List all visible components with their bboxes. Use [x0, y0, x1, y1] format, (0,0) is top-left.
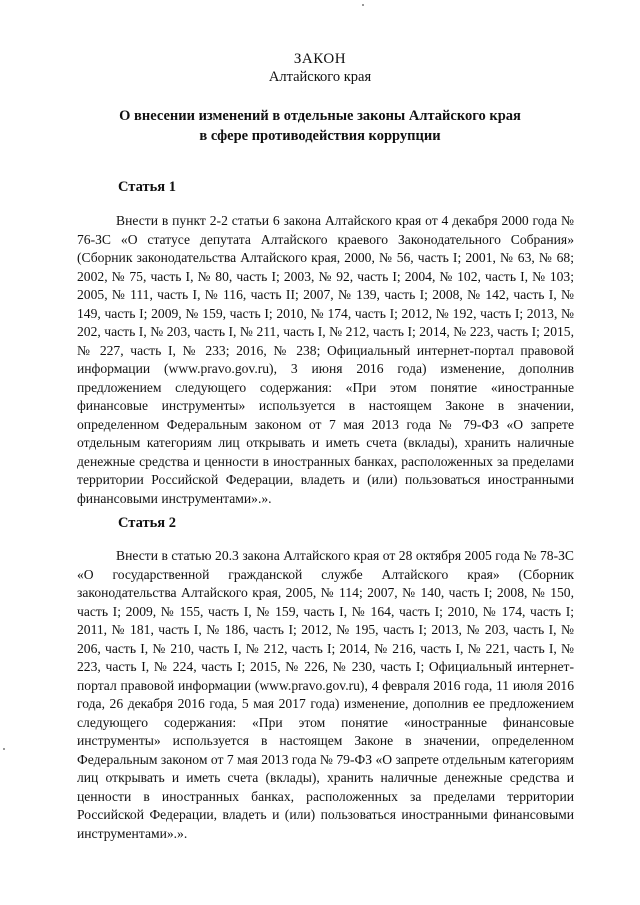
scan-speck [3, 748, 5, 750]
scan-speck [362, 4, 364, 6]
law-type: ЗАКОН [293, 51, 347, 67]
article-2-heading: Статья 2 [118, 515, 176, 531]
article-2-text: Внести в статью 20.3 закона Алтайского края от 28 октября 2005 года № 78-ЗС «О государственной гражданской службе Алтайского края» (Сборник законодательства Алтайского края, 2005, № 114; 2007, № 140, часть I; 2008, № 150, часть I; 2009, № 155, часть I, № 159, часть I, № 164, часть I; 2010, № 174, часть I; 2011, № 181, часть I, № 186, часть I; 2012, № 195, часть I; 2013, № 203, часть I, № 206, часть I, № 210, часть I, № 212, часть I; 2014, № 216, часть I, № 221, часть I, № 223, часть I, № 224, часть I; 2015, № 226, № 230, часть I; Официальный интернет-портал правовой информации (www.pravo.gov.ru), 4 февраля 2016 года, 11 июля 2016 года, 26 декабря 2016 года, 5 мая 2017 года) изменение, дополнив ее предложением следующего содержания: «При этом понятие «иностранные финансовые инструменты» используется в настоящем Законе в значении, определенном Федеральным законом от 7 мая 2013 года № 79-ФЗ «О запрете отдельным категориям лиц открывать и иметь счета (вклады), хранить наличные денежные средства и ценности в иностранных банках, расположенных за пределами территории Российской Федерации, владеть и (или) пользоваться иностранными финансовыми инструментами».». [77, 548, 574, 841]
law-title [0, 106, 640, 146]
law-title-line-1: О внесении изменений в отдельные законы Алтайского края [119, 108, 521, 124]
law-title-line-2: в сфере противодействия коррупции [199, 128, 441, 144]
law-region: Алтайского края [268, 69, 372, 85]
article-1-heading: Статья 1 [118, 179, 176, 195]
article-1-text: Внести в пункт 2-2 статьи 6 закона Алтайского края от 4 декабря 2000 года № 76-ЗС «О статусе депутата Алтайского краевого Законодательного Собрания» (Сборник законодательства Алтайского края, 2000, № 56, часть I; 2001, № 63, № 68; 2002, № 75, часть I, № 80, часть I; 2003, № 92, часть I; 2004, № 102, часть I, № 103; 2005, № 111, часть I, № 116, часть II; 2007, № 139, часть I; 2008, № 142, часть I, № 149, часть I; 2009, № 159, часть I; 2010, № 174, часть I; 2012, № 192, часть I; 2013, № 202, часть I, № 203, часть I, № 211, часть I, № 212, часть I; 2014, № 223, часть I; 2015, № 227, часть I, № 233; 2016, № 238; Официальный интернет-портал правовой информации (www.pravo.gov.ru), 3 июня 2016 года) изменение, дополнив предложением следующего содержания: «При этом понятие «иностранные финансовые инструменты» используется в настоящем Законе в значении, определенном Федеральным законом от 7 мая 2013 года № 79-ФЗ «О запрете отдельным категориям лиц открывать и иметь счета (вклады), хранить наличные денежные средства и ценности в иностранных банках, расположенных за пределами территории Российской Федерации, владеть и (или) пользоваться иностранными финансовыми инструментами».». [77, 213, 574, 506]
